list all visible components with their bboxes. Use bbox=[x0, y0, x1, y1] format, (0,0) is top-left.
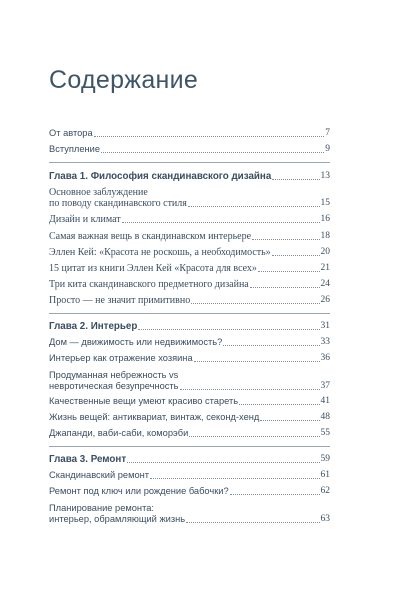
toc-entry[interactable] bbox=[49, 214, 330, 225]
toc-page-number: 37 bbox=[320, 381, 330, 391]
toc-entry-label: Вступление bbox=[49, 144, 100, 154]
toc-entry-label: Дизайн и климат bbox=[49, 214, 121, 225]
toc-page-number: 61 bbox=[320, 470, 330, 480]
toc-entry-label-line2: невротическая безупречность bbox=[49, 381, 179, 391]
toc-entry[interactable] bbox=[49, 353, 330, 364]
chapter-heading[interactable] bbox=[49, 171, 330, 182]
toc-entry-label-line1: Планирование ремонта: bbox=[49, 503, 154, 513]
toc-entry-label-line1: Основное заблуждение bbox=[49, 187, 148, 198]
toc-entry-label: Интерьер как отражение хозяина bbox=[49, 353, 193, 363]
toc-page-number: 36 bbox=[320, 353, 330, 363]
toc-entry-label: 15 цитат из книги Эллен Кей «Красота для всех» bbox=[49, 263, 257, 274]
toc-entry-label: Самая важная вещь в скандинавском интерьере bbox=[49, 231, 252, 242]
toc-entry-label-line1: Продуманная небрежность vs bbox=[49, 370, 179, 380]
leader-dots bbox=[188, 205, 320, 207]
leader-dots bbox=[230, 493, 320, 495]
leader-dots bbox=[101, 151, 324, 153]
toc-page-number: 33 bbox=[320, 337, 330, 347]
toc-entry[interactable] bbox=[49, 370, 330, 392]
toc-entry-label: Скандинавский ремонт bbox=[49, 470, 150, 480]
toc-page-number: 59 bbox=[320, 454, 330, 464]
toc-entry-label: Жизнь вещей: антиквариат, винтаж, секонд-хенд bbox=[49, 412, 260, 422]
toc-entry[interactable] bbox=[49, 295, 330, 306]
leader-dots bbox=[252, 238, 319, 240]
leader-dots bbox=[150, 477, 319, 479]
leader-dots bbox=[186, 521, 319, 523]
toc-entry-label: Эллен Кей: «Красота не роскошь, а необходимость» bbox=[49, 247, 271, 258]
toc-entry[interactable] bbox=[49, 231, 330, 242]
chapter-heading[interactable] bbox=[49, 454, 330, 465]
section-divider bbox=[49, 162, 330, 163]
toc-page-number: 16 bbox=[320, 214, 330, 224]
toc-entry-label: Три кита скандинавского предметного дизайна bbox=[49, 279, 249, 290]
leader-dots bbox=[180, 388, 320, 390]
toc-entry[interactable] bbox=[49, 486, 330, 497]
toc-page-number: 20 bbox=[320, 247, 330, 257]
toc-entry[interactable] bbox=[49, 412, 330, 423]
toc-entry[interactable] bbox=[49, 128, 330, 139]
toc-entry[interactable] bbox=[49, 428, 330, 439]
chapter-heading[interactable] bbox=[49, 321, 330, 332]
toc-page-number: 18 bbox=[320, 231, 330, 241]
toc-entry[interactable] bbox=[49, 337, 330, 348]
leader-dots bbox=[191, 302, 319, 304]
leader-dots bbox=[260, 419, 319, 421]
leader-dots bbox=[127, 461, 319, 463]
toc-entry-label: Качественные вещи умеют красиво стареть bbox=[49, 396, 239, 406]
toc-entry-label bbox=[49, 370, 179, 392]
toc-entry-label bbox=[49, 187, 187, 209]
toc-entry[interactable] bbox=[49, 396, 330, 407]
leader-dots bbox=[258, 270, 320, 272]
toc-page-number: 21 bbox=[320, 263, 330, 273]
toc-entry-label: Ремонт под ключ или рождение бабочки? bbox=[49, 486, 229, 496]
toc-page-number: 7 bbox=[325, 128, 330, 138]
toc-entry-label-line2: интерьер, обрамляющий жизнь bbox=[49, 514, 186, 524]
toc-entry-label bbox=[49, 503, 185, 525]
toc-entry[interactable] bbox=[49, 470, 330, 481]
leader-dots bbox=[122, 221, 320, 223]
leader-dots bbox=[189, 435, 319, 437]
toc-entry-label-line2: по поводу скандинавского стиля bbox=[49, 198, 187, 209]
toc-entry-label: Просто — не значит примитивно bbox=[49, 295, 191, 306]
toc-page-number: 26 bbox=[320, 295, 330, 305]
leader-dots bbox=[138, 328, 319, 330]
section-divider bbox=[49, 313, 330, 314]
toc-entry[interactable] bbox=[49, 279, 330, 290]
toc-entry-label: Джапанди, ваби-саби, коморэби bbox=[49, 428, 189, 438]
toc-entry[interactable] bbox=[49, 187, 330, 209]
toc-entry-label: Дом — движимость или недвижимость? bbox=[49, 337, 223, 347]
leader-dots bbox=[94, 135, 325, 137]
leader-dots bbox=[250, 286, 320, 288]
chapter-title: Глава 2. Интерьер bbox=[49, 321, 138, 332]
toc-page-number: 41 bbox=[320, 396, 330, 406]
leader-dots bbox=[194, 360, 320, 362]
toc-page-number: 55 bbox=[320, 428, 330, 438]
toc-page-number: 13 bbox=[320, 171, 330, 181]
leader-dots bbox=[223, 344, 319, 346]
leader-dots bbox=[272, 254, 320, 256]
toc-entry-label: От автора bbox=[49, 128, 93, 138]
toc-entry[interactable] bbox=[49, 263, 330, 274]
toc-page-number: 31 bbox=[320, 321, 330, 331]
chapter-title: Глава 3. Ремонт bbox=[49, 454, 127, 465]
toc-page-number: 24 bbox=[320, 279, 330, 289]
chapter-title: Глава 1. Философия скандинавского дизайна bbox=[49, 171, 272, 182]
toc-page-number: 62 bbox=[320, 486, 330, 496]
leader-dots bbox=[272, 178, 319, 180]
leader-dots bbox=[239, 403, 319, 405]
page-title: Содержание bbox=[49, 66, 199, 94]
toc-entry[interactable] bbox=[49, 144, 330, 155]
section-divider bbox=[49, 446, 330, 447]
toc-page-number: 9 bbox=[325, 144, 330, 154]
toc-entry[interactable] bbox=[49, 503, 330, 525]
toc-page-number: 15 bbox=[320, 198, 330, 208]
toc-entry[interactable] bbox=[49, 247, 330, 258]
toc-page-number: 48 bbox=[320, 412, 330, 422]
toc-page-number: 63 bbox=[320, 514, 330, 524]
